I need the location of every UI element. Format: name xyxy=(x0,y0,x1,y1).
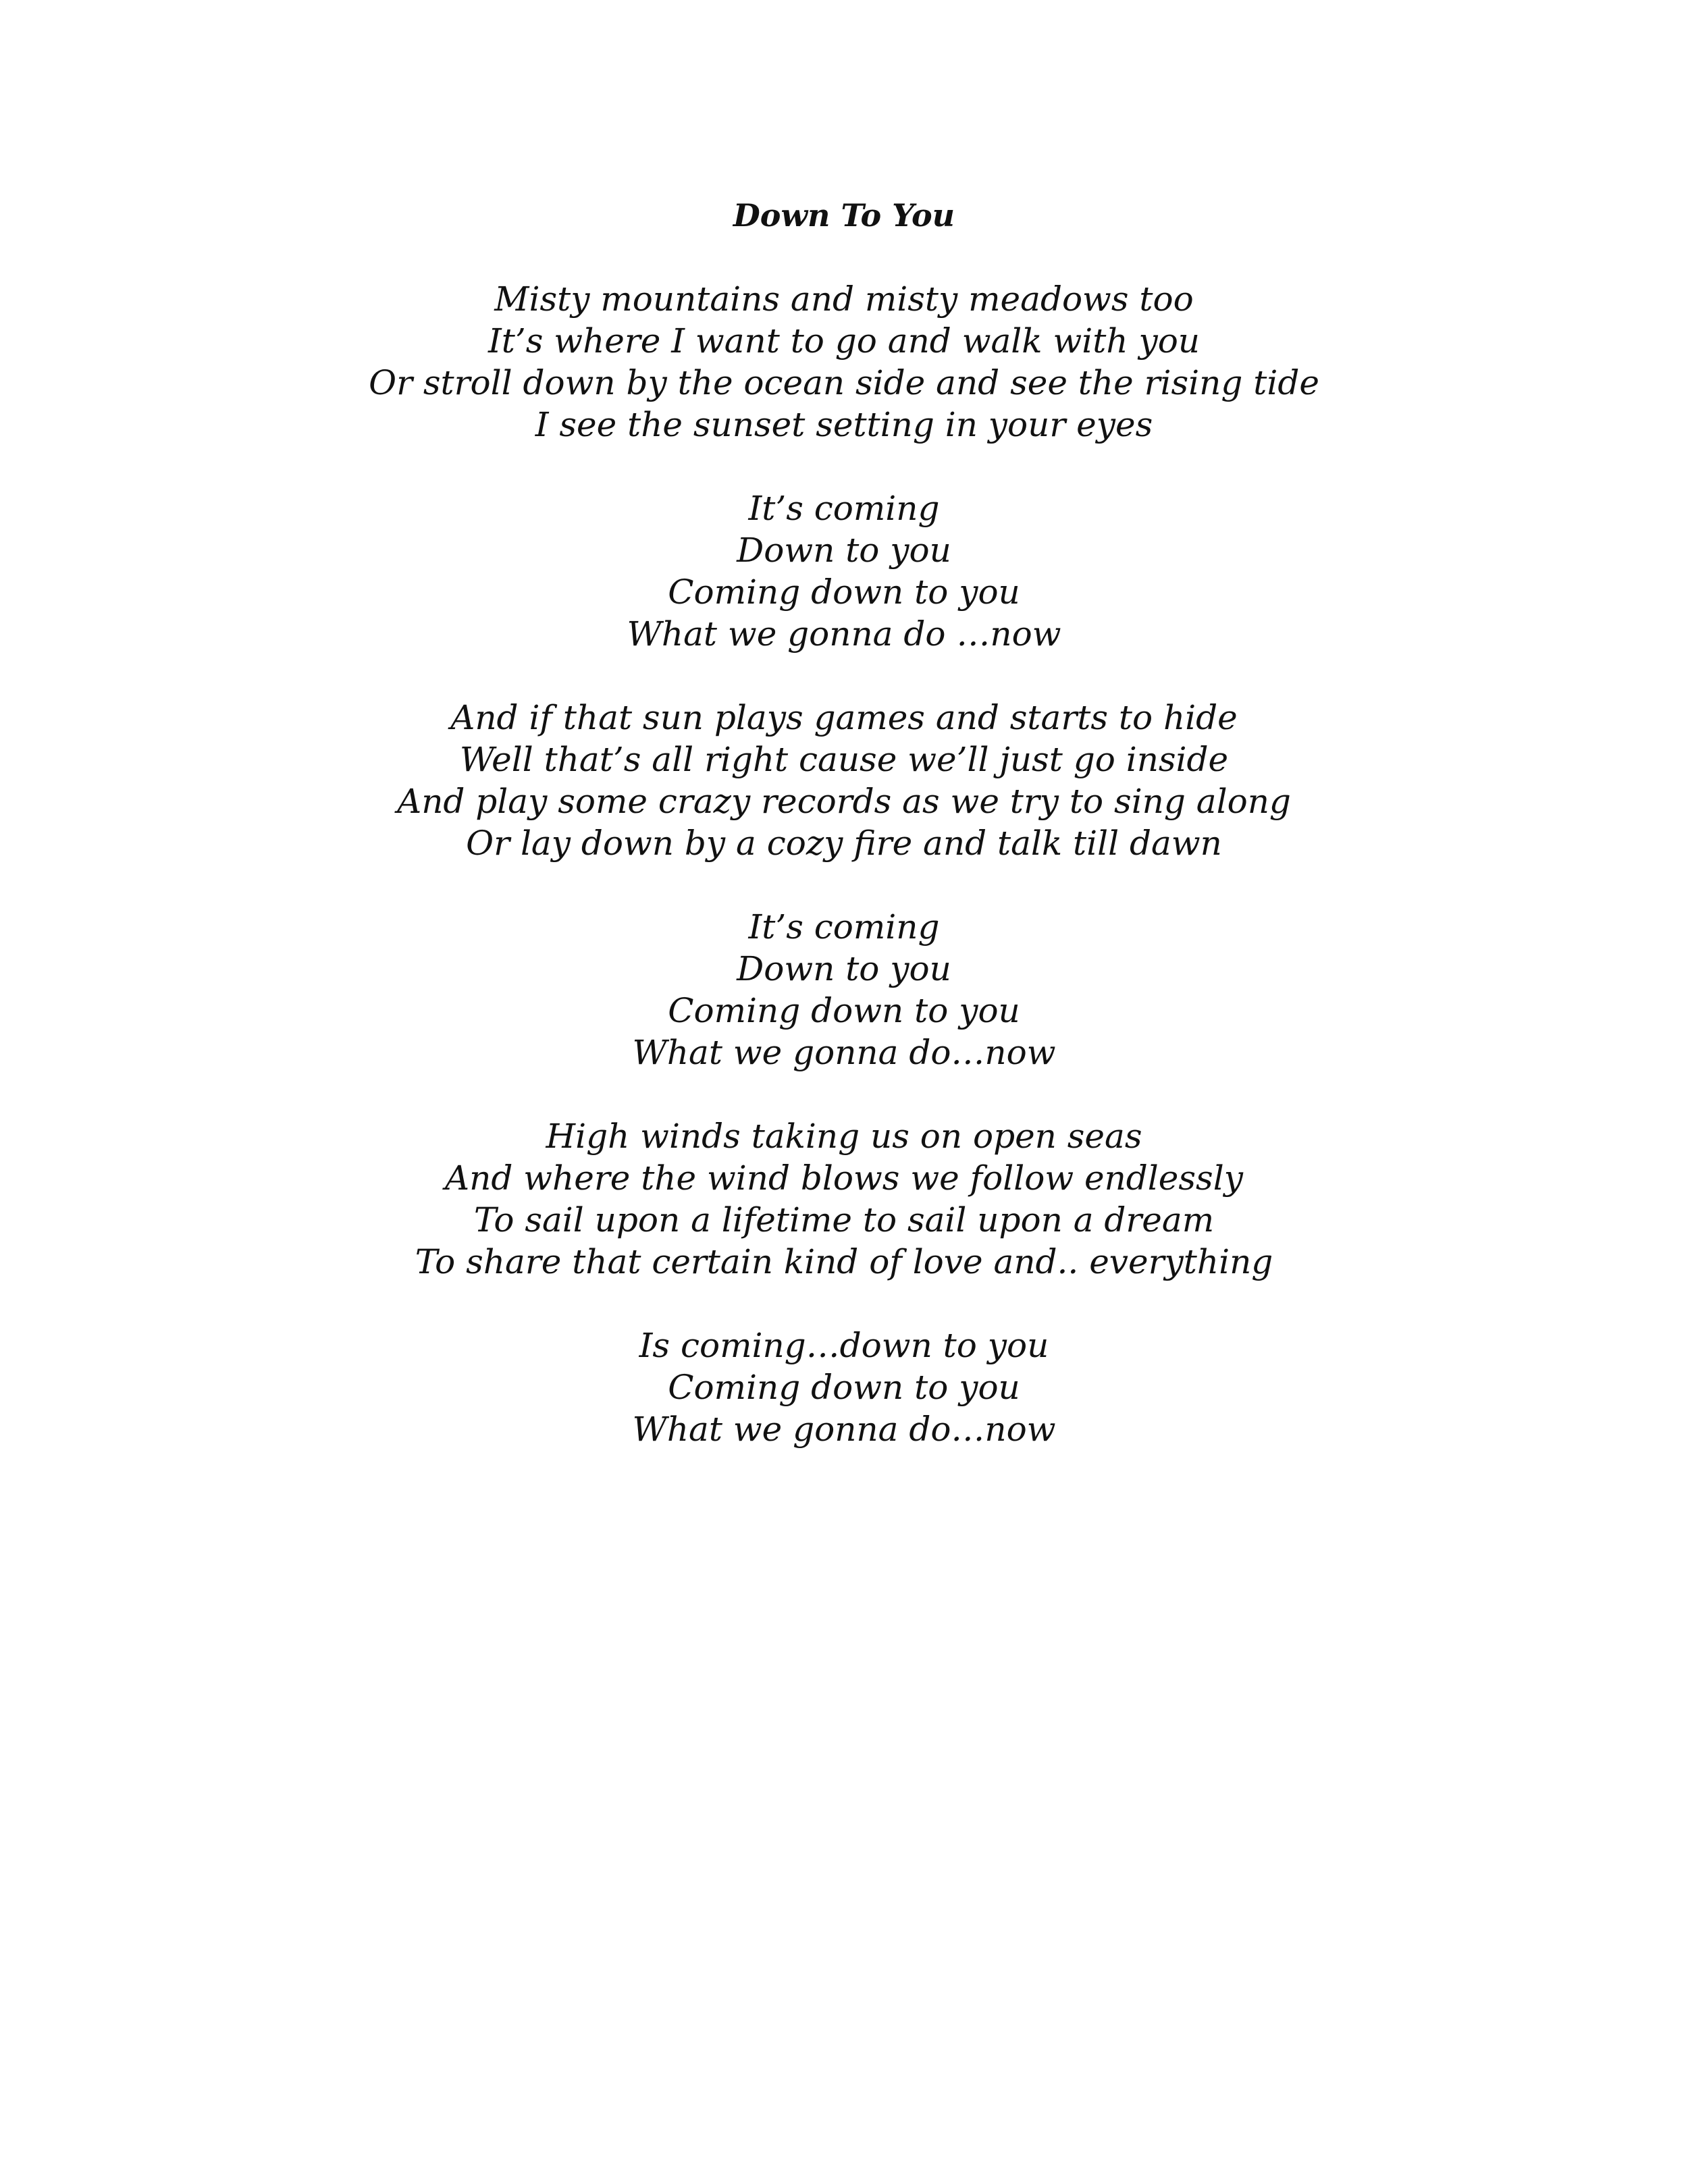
lyric-line: To share that certain kind of love and.. everything xyxy=(415,1242,1273,1281)
lyric-line: It’s coming xyxy=(748,489,940,528)
lyric-line: Well that’s all right cause we’ll just go inside xyxy=(459,740,1229,779)
lyric-line: Down to you xyxy=(737,531,951,570)
lyric-line: What we gonna do …now xyxy=(627,614,1061,654)
lyric-line: Coming down to you xyxy=(668,991,1020,1030)
lyric-line: And where the wind blows we follow endlessly xyxy=(445,1158,1243,1198)
stanza-verse-3 xyxy=(0,1115,1688,1283)
stanza-verse-1 xyxy=(0,278,1688,446)
lyric-line: Or stroll down by the ocean side and see the rising tide xyxy=(369,363,1319,402)
stanza-verse-2 xyxy=(0,697,1688,864)
lyrics-body xyxy=(0,278,1688,1492)
lyric-line: It’s where I want to go and walk with you xyxy=(487,321,1201,361)
lyric-line: It’s coming xyxy=(748,907,940,947)
lyric-line: Or lay down by a cozy fire and talk till dawn xyxy=(466,824,1222,863)
stanza-chorus-1 xyxy=(0,487,1688,655)
lyric-line: What we gonna do…now xyxy=(632,1410,1056,1449)
lyric-line: I see the sunset setting in your eyes xyxy=(535,405,1153,444)
lyric-line: To sail upon a lifetime to sail upon a dream xyxy=(473,1200,1215,1240)
lyric-line: Misty mountains and misty meadows too xyxy=(494,279,1194,319)
lyric-line: Down to you xyxy=(737,949,951,988)
stanza-chorus-2 xyxy=(0,906,1688,1073)
lyric-line: Is coming…down to you xyxy=(639,1326,1049,1365)
lyric-line: And play some crazy records as we try to sing along xyxy=(397,782,1291,821)
lyric-line: And if that sun plays games and starts to hide xyxy=(450,698,1238,737)
stanza-final-chorus xyxy=(0,1325,1688,1450)
lyric-line: Coming down to you xyxy=(668,1368,1020,1407)
lyric-line: Coming down to you xyxy=(668,572,1020,612)
lyric-line: What we gonna do…now xyxy=(632,1033,1056,1072)
song-title: Down To You xyxy=(733,197,955,234)
lyric-line: High winds taking us on open seas xyxy=(546,1117,1142,1156)
